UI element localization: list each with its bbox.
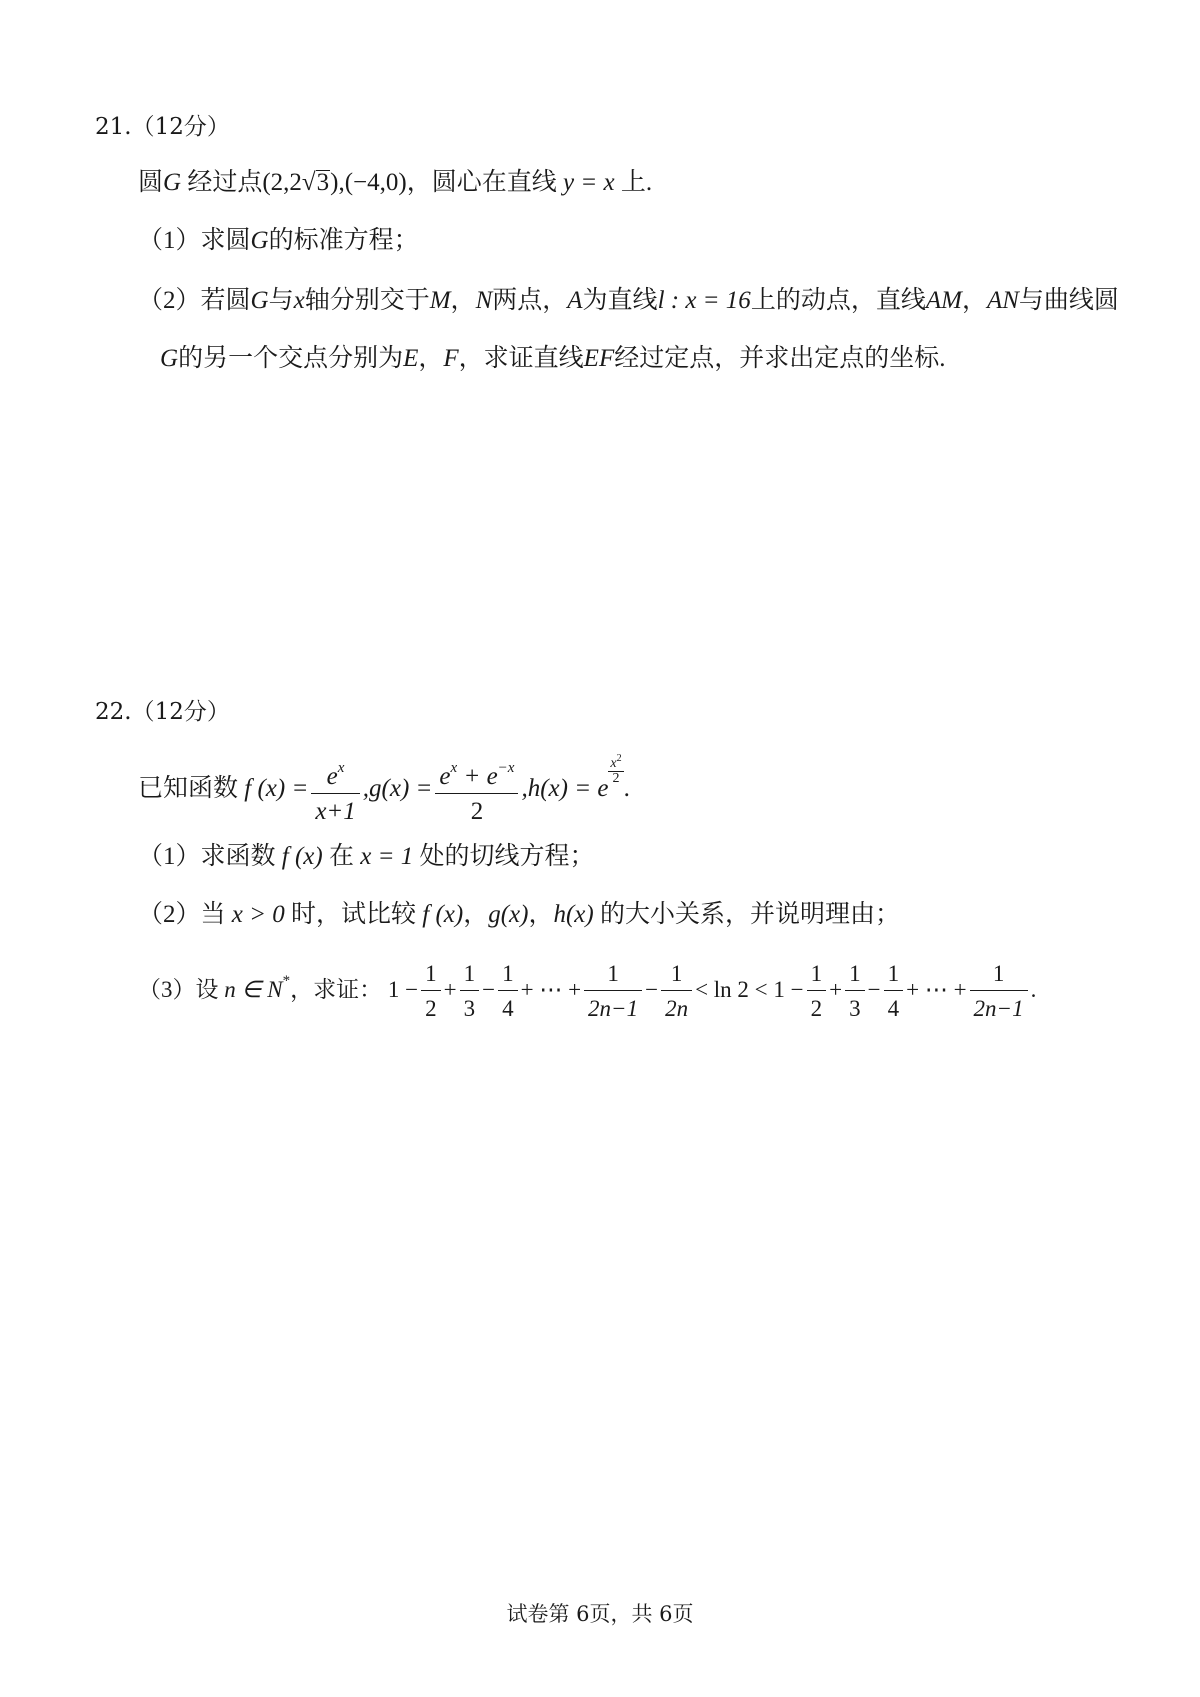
fraction-g: $\frac{e^x + e^{-x}}{2}$: [435, 754, 518, 826]
q21-part1: （1）求圆G的标准方程；: [138, 227, 419, 254]
q22-part2: （2）当 x > 0 时，试比较 f (x)，g(x)，h(x) 的大小关系，并说明理由；: [138, 901, 900, 928]
q21-part2-line1: （2）若圆G与x轴分别交于M，N两点，A为直线l : x = 16上的动点，直线AM，AN与曲线圆: [138, 287, 1119, 314]
q22-number: 22.（12分）: [95, 699, 230, 725]
q22-stem: 已知函数 f (x) = $\frac{e^x}{x+1}$ ,g(x) = $\frac{e^x + e^{-x}}{2}$ ,h(x) = e $\frac{x^2}{2}$ .: [138, 753, 630, 826]
exponent-fraction: $\frac{x^2}{2}$: [610, 753, 622, 786]
fraction-f: $\frac{e^x}{x+1}$: [311, 754, 359, 826]
q21-number: 21.（12分）: [95, 114, 230, 140]
q22-part3: （3）设 n ∈ N*，求证： 1 − $\frac{1}{2}$ + $\frac{1}{3}$ − $\frac{1}{4}$ + ⋯ + $\frac{1}{2n-1}$ − $\frac{1}{2n}$ < ln 2 < 1 − $\frac{1}{2}$ + $\frac{1}{3}$ − $\frac{1}{4}$ + ⋯ + $\frac{1}{2n-1}$ .: [138, 961, 1037, 1021]
sqrt-three: 3: [316, 169, 330, 196]
q22-part1: （1）求函数 f (x) 在 x = 1 处的切线方程；: [138, 843, 595, 870]
page-footer: 试卷第 6页，共 6页: [506, 1602, 694, 1626]
q21-stem: 圆G 经过点(2,2√3),(−4,0)，圆心在直线 y = x 上.: [138, 169, 653, 196]
q21-part2-line2: G的另一个交点分别为E，F，求证直线EF经过定点，并求出定点的坐标.: [160, 345, 946, 372]
